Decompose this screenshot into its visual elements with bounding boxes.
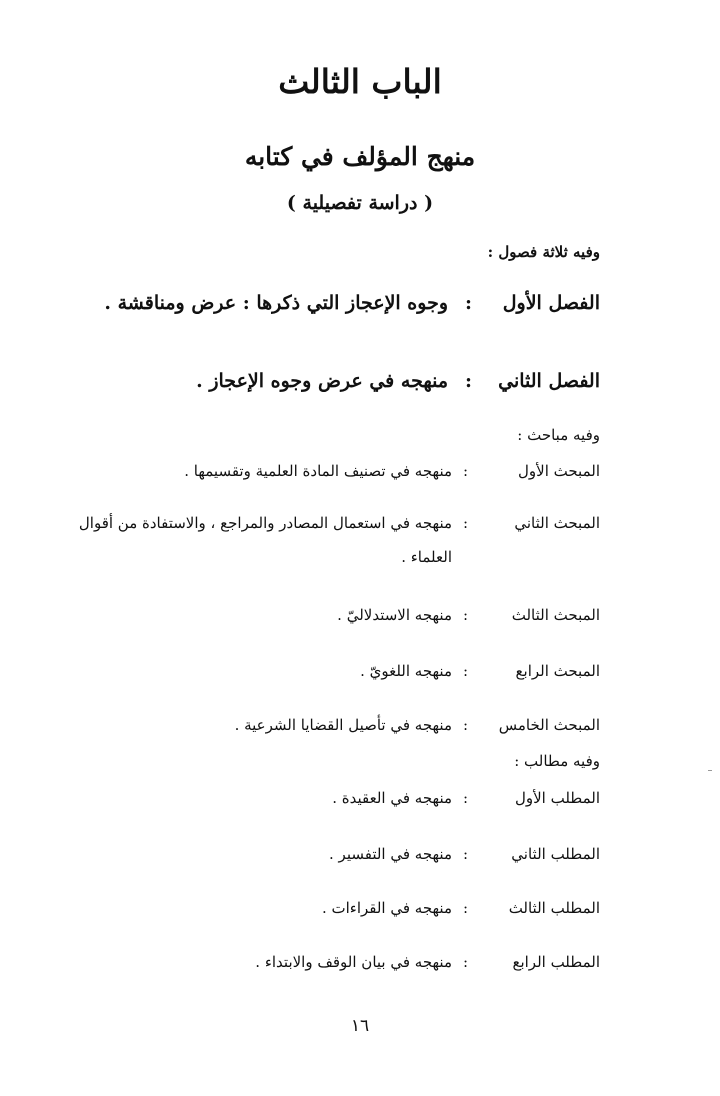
section-label: المبحث الأول (518, 462, 600, 480)
subsection-colon: : (462, 845, 468, 863)
section-colon: : (462, 606, 468, 624)
page-title: منهج المؤلف في كتابه (244, 142, 476, 171)
subsection-colon: : (462, 953, 468, 971)
subsection-text: منهجه في بيان الوقف والابتداء . (255, 953, 452, 971)
subsection-label: المطلب الرابع (512, 953, 600, 971)
section-colon: : (462, 716, 468, 734)
page-number: ١٦ (350, 1016, 370, 1036)
subsection-text: منهجه في القراءات . (321, 899, 452, 917)
subsection-colon: : (462, 899, 468, 917)
margin-mark (708, 770, 712, 771)
section-label: المبحث الثالث (511, 606, 600, 624)
subsection-label: المطلب الثالث (508, 899, 600, 917)
chapter-text: وجوه الإعجاز التي ذكرها : عرض ومناقشة . (104, 292, 448, 314)
section-text: منهجه في تصنيف المادة العلمية وتقسيمها . (184, 462, 452, 480)
chapter-colon: : (464, 292, 472, 314)
subsection-colon: : (462, 789, 468, 807)
section-colon: : (462, 514, 468, 532)
section-text: منهجه في تأصيل القضايا الشرعية . (234, 716, 452, 734)
section-text: منهجه في استعمال المصادر والمراجع ، والاستفادة من أقوال العلماء . (78, 514, 452, 566)
subsection-text: منهجه في التفسير . (329, 845, 452, 863)
section-text: منهجه الاستدلاليّ . (337, 606, 452, 624)
section-label: المبحث الخامس (498, 716, 600, 734)
part-title: الباب الثالث (278, 62, 442, 101)
subsections-intro: وفيه مطالب : (514, 752, 600, 770)
section-colon: : (462, 462, 468, 480)
chapter-text: منهجه في عرض وجوه الإعجاز . (196, 370, 448, 392)
subsection-label: المطلب الثاني (511, 845, 600, 863)
chapter-colon: : (464, 370, 472, 392)
sections-intro: وفيه مباحث : (517, 426, 600, 444)
section-colon: : (462, 662, 468, 680)
chapter-label: الفصل الثاني (498, 370, 600, 392)
subsection-label: المطلب الأول (514, 789, 600, 807)
section-label: المبحث الثاني (514, 514, 600, 532)
subsection-text: منهجه في العقيدة . (332, 789, 452, 807)
chapter-label: الفصل الأول (502, 292, 600, 314)
chapters-intro: وفيه ثلاثة فصول : (487, 243, 600, 261)
section-label: المبحث الرابع (515, 662, 600, 680)
section-text: منهجه اللغويّ . (360, 662, 452, 680)
page-subtitle: ( دراسة تفصيلية ) (286, 192, 434, 214)
